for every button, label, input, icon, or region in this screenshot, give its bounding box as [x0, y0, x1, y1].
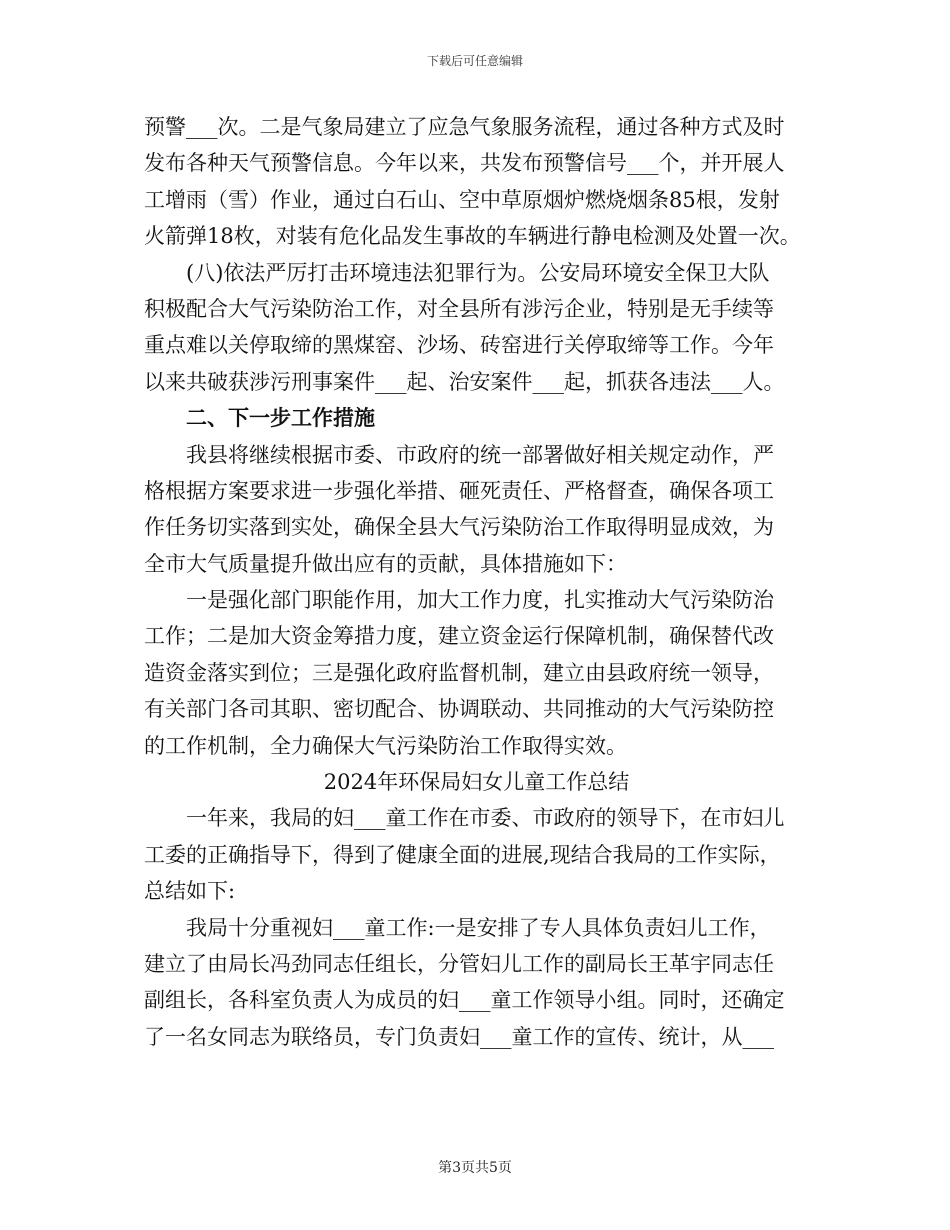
body-line: 重点难以关停取缔的黑煤窑、沙场、砖窑进行关停取缔等工作。今年 — [144, 333, 774, 358]
body-line: 建立了由局长冯劲同志任组长，分管妇儿工作的副局长王革宇同志任 — [144, 951, 774, 976]
body-line: 工增雨（雪）作业，通过白石山、空中草原烟炉燃烧烟条85根，发射 — [144, 187, 780, 212]
document-title: 2024年环保局妇女儿童工作总结 — [323, 770, 630, 795]
body-line: 的工作机制，全力确保大气污染防治工作取得实效。 — [144, 733, 627, 758]
paragraph-start-line: 一是强化部门职能作用，加大工作力度，扎实推动大气污染防治 — [186, 588, 774, 613]
body-line: 工作；二是加大资金筹措力度，建立资金运行保障机制，确保替代改 — [144, 624, 774, 649]
body-line: 工委的正确指导下，得到了健康全面的进展,现结合我局的工作实际， — [144, 842, 781, 867]
body-line: 造资金落实到位；三是强化政府监督机制，建立由县政府统一领导， — [144, 660, 774, 685]
body-line: 总结如下: — [144, 879, 236, 904]
body-line: 格根据方案要求进一步强化举措、砸死责任、严格督查，确保各项工 — [144, 478, 774, 503]
page-header: 下载后可任意编辑 — [426, 54, 523, 68]
body-line: 积极配合大气污染防治工作，对全县所有涉污企业，特别是无手续等 — [144, 296, 774, 321]
body-line: 发布各种天气预警信息。今年以来，共发布预警信号___个，并开展人 — [144, 151, 785, 176]
page-footer: 第3页共5页 — [438, 1160, 512, 1176]
document-body — [144, 109, 809, 1055]
paragraph-start-line: 一年来，我局的妇___童工作在市委、市政府的领导下，在市妇儿 — [186, 806, 785, 831]
body-line: 副组长，各科室负责人为成员的妇___童工作领导小组。同时，还确定 — [144, 988, 785, 1013]
paragraph-start-line: (八)依法严厉打击环境违法犯罪行为。公安局环境安全保卫大队 — [186, 260, 770, 285]
body-line: 以来共破获涉污刑事案件___起、治安案件___起，抓获各违法___人。 — [144, 369, 785, 394]
body-line: 全市大气质量提升做出应有的贡献，具体措施如下： — [144, 551, 627, 576]
paragraph-start-line: 我局十分重视妇___童工作:一是安排了专人具体负责妇儿工作， — [186, 915, 771, 940]
body-line: 预警___次。二是气象局建立了应急气象服务流程，通过各种方式及时 — [144, 115, 785, 139]
paragraph-start-line: 我县将继续根据市委、市政府的统一部署做好相关规定动作，严 — [186, 442, 774, 467]
section-heading: 二、下一步工作措施 — [186, 405, 375, 431]
body-line: 作任务切实落到实处，确保全县大气污染防治工作取得明显成效，为 — [144, 515, 774, 540]
body-line: 了一名女同志为联络员，专门负责妇___童工作的宣传、统计，从___ — [144, 1024, 774, 1049]
body-line: 火箭弹18枚，对装有危化品发生事故的车辆进行静电检测及处置一次。 — [144, 224, 801, 249]
body-line: 有关部门各司其职、密切配合、协调联动、共同推动的大气污染防控 — [144, 697, 774, 722]
